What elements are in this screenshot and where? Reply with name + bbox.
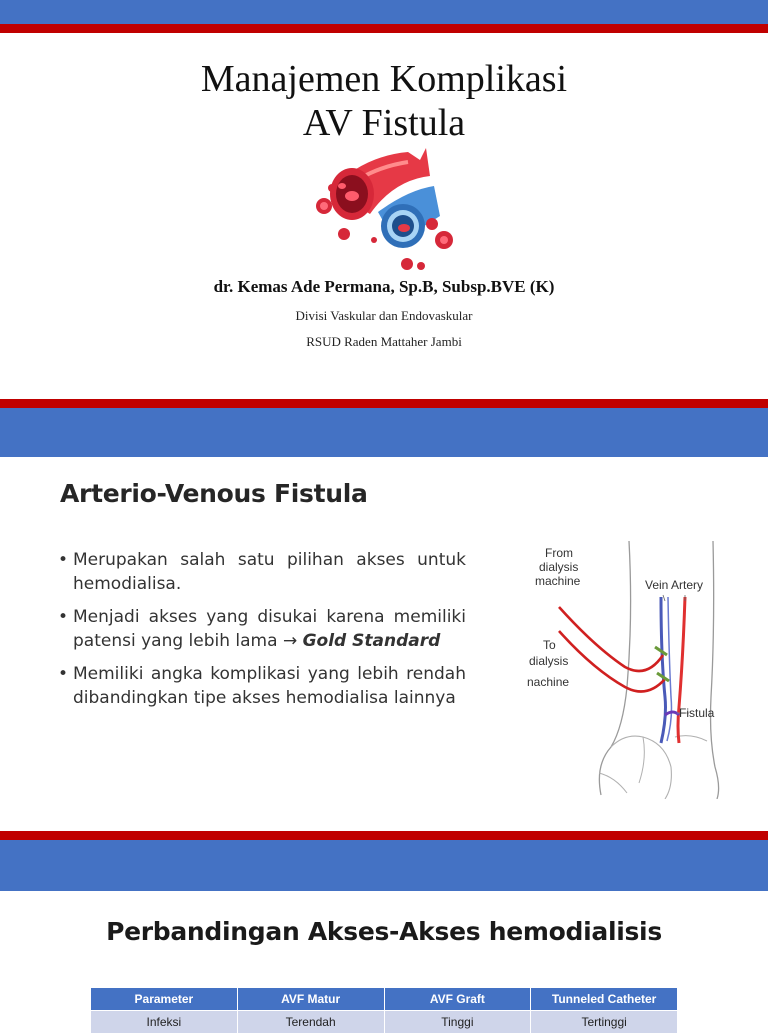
- slide2-bottom-red-bar: [0, 831, 768, 840]
- avf-arm-diagram: [515, 537, 755, 799]
- table-cell: Tertinggi: [531, 1011, 678, 1034]
- slide2-bottom-blue-bar: [0, 840, 768, 891]
- table-header-row: [91, 988, 678, 1011]
- vein-artery-label: Vein Artery: [645, 578, 704, 592]
- slide1-top-red-bar: [0, 24, 768, 33]
- from-label-line: From: [545, 546, 573, 560]
- author-name: dr. Kemas Ade Permana, Sp.B, Subsp.BVE (K): [213, 277, 555, 296]
- to-label-line: dialysis: [529, 654, 569, 668]
- table-row: [91, 1011, 678, 1034]
- table-cell: Infeksi: [91, 1011, 238, 1034]
- arrow-icon: →: [282, 631, 298, 651]
- gold-standard-text: Gold Standard: [302, 631, 441, 651]
- bullet-item: • Memiliki angka komplikasi yang lebih rendah dibandingkan tipe akses hemodialisa lainnya: [58, 662, 466, 710]
- blood-vessel-illustration: [308, 146, 458, 272]
- bullet-item: • Menjadi akses yang disukai karena memiliki patensi yang lebih lama → Gold Standard: [58, 605, 466, 653]
- slide1-bottom-red-bar: [0, 399, 768, 408]
- comparison-table: [90, 987, 678, 1034]
- to-label-line: To: [543, 638, 556, 652]
- slide-title: Perbandingan Akses-Akses hemodialisis: [106, 917, 662, 946]
- bullet-item: • Merupakan salah satu pilihan akses untuk hemodialisa.: [58, 548, 466, 596]
- slide-title: Arterio-Venous Fistula: [60, 479, 368, 508]
- fistula-label: Fistula: [679, 706, 715, 720]
- division-text: Divisi Vaskular dan Endovaskular: [295, 308, 473, 323]
- bullet-list: [58, 548, 466, 719]
- from-label-line: dialysis: [539, 560, 579, 574]
- slide1-top-blue-bar: [0, 0, 768, 24]
- hospital-text: RSUD Raden Mattaher Jambi: [306, 334, 462, 349]
- to-label-line: nachine: [527, 675, 570, 689]
- title-line-1: Manajemen Komplikasi: [200, 58, 568, 100]
- presentation-title: [0, 57, 768, 145]
- column-header: AVF Matur: [237, 988, 384, 1011]
- column-header: Tunneled Catheter: [531, 988, 678, 1011]
- from-label-line: machine: [535, 574, 581, 588]
- table-cell: Tinggi: [384, 1011, 531, 1034]
- title-line-2: AV Fistula: [302, 102, 466, 144]
- column-header: AVF Graft: [384, 988, 531, 1011]
- slide1-bottom-blue-bar: [0, 408, 768, 457]
- column-header: Parameter: [91, 988, 238, 1011]
- table-cell: Terendah: [237, 1011, 384, 1034]
